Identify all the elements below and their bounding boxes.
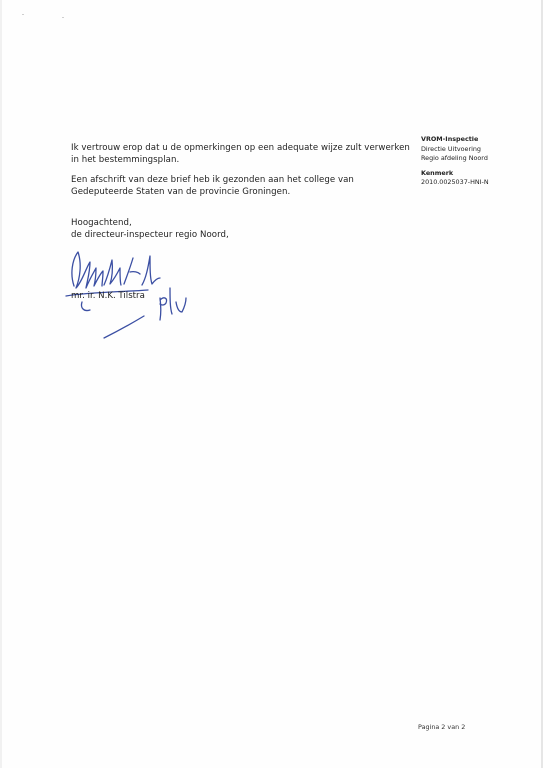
body-paragraph-2: Een afschrift van deze brief heb ik gezonden aan het college van Gedeputeerde Staten van de provincie Groningen. (71, 175, 354, 198)
page-number: Pagina 2 van 2 (418, 723, 466, 731)
sender-details (421, 135, 536, 188)
scan-speck (62, 17, 64, 18)
body-paragraph-1: Ik vertrouw erop dat u de opmerkingen op een adequate wijze zult verwerken in het bestemmingsplan. (71, 143, 410, 166)
sender-region: Regio afdeling Noord (421, 154, 488, 163)
sender-department: Directie Uitvoering (421, 144, 481, 153)
signatory-name: mr. ir. N.K. Tilstra (71, 291, 145, 301)
closing-salutation: Hoogachtend, (71, 218, 132, 228)
scan-edge-left (0, 0, 2, 768)
signatory-title: de directeur-inspecteur regio Noord, (71, 230, 229, 241)
reference-label: Kenmerk (421, 168, 454, 177)
scan-speck (22, 14, 24, 15)
reference-value: 2010.0025037-HNI-N (421, 178, 489, 187)
sender-organization: VROM-Inspectie (421, 135, 479, 143)
